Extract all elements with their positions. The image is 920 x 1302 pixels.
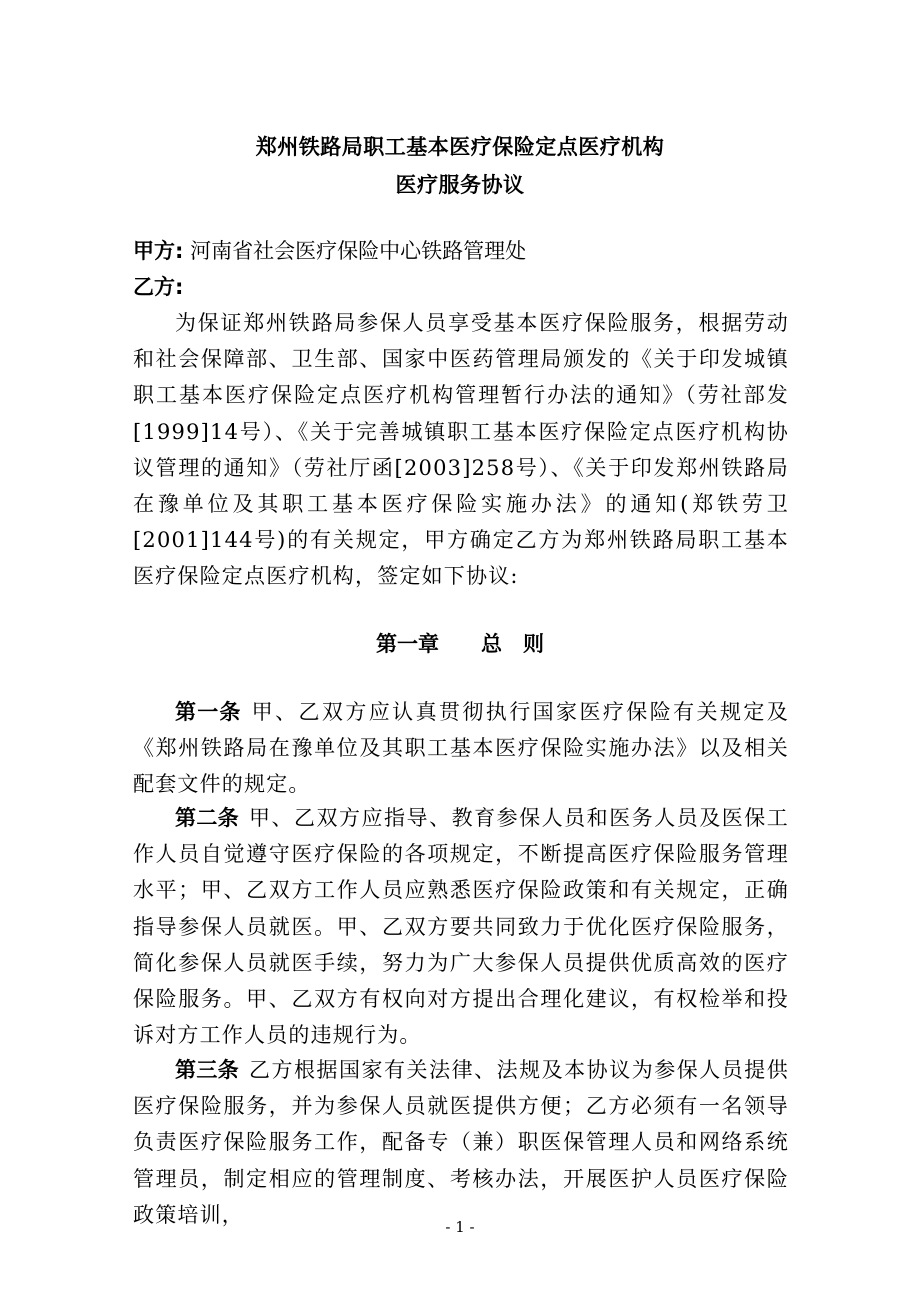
article-2-label: 第二条 <box>175 806 239 830</box>
page-number: - 1 - <box>445 1218 475 1236</box>
article-3-text: 乙方根据国家有关法律、法规及本协议为参保人员提供医疗保险服务，并为参保人员就医提供方便；乙方必须有一名领导负责医疗保险服务工作，配备专（兼）职医保管理人员和网络系统管理员，制定相应的管理制度、考核办法，开展医护人员医疗保险政策培训， <box>133 1058 789 1227</box>
party-b-label: 乙方: <box>133 275 184 299</box>
party-b <box>133 272 793 302</box>
article-1-text: 甲、乙双方应认真贯彻执行国家医疗保险有关规定及《郑州铁路局在豫单位及其职工基本医疗保险实施办法》以及相关配套文件的规定。 <box>133 700 789 797</box>
article-1 <box>133 694 789 803</box>
party-a-value: 河南省社会医疗保险中心铁路管理处 <box>190 239 527 263</box>
article-2 <box>133 800 789 1053</box>
article-1-label: 第一条 <box>175 700 242 724</box>
article-3 <box>133 1052 789 1233</box>
article-3-label: 第三条 <box>175 1058 239 1082</box>
article-2-text: 甲、乙双方应指导、教育参保人员和医务人员及医保工作人员自觉遵守医疗保险的各项规定，不断提高医疗保险服务管理水平；甲、乙双方工作人员应熟悉医疗保险政策和有关规定，正确指导参保人员就医。甲、乙双方要共同致力于优化医疗保险服务，简化参保人员就医手续，努力为广大参保人员提供优质高效的医疗保险服务。甲、乙双方有权向对方提出合理化建议，有权检举和投诉对方工作人员的违规行为。 <box>133 806 789 1048</box>
document-title-line-2: 医疗服务协议 <box>395 173 525 197</box>
chapter-heading: 第一章 总 则 <box>376 632 544 656</box>
party-a <box>133 236 793 266</box>
intro-paragraph: 为保证郑州铁路局参保人员享受基本医疗保险服务，根据劳动和社会保障部、卫生部、国家中医药管理局颁发的《关于印发城镇职工基本医疗保险定点医疗机构管理暂行办法的通知》（劳社部发[1999]14号）、《关于完善城镇职工基本医疗保险定点医疗机构协议管理的通知》（劳社厅函[2003]258号）、《关于印发郑州铁路局在豫单位及其职工基本医疗保险实施办法》的通知(郑铁劳卫[2001]144号)的有关规定，甲方确定乙方为郑州铁路局职工基本医疗保险定点医疗机构，签定如下协议: <box>133 311 789 589</box>
document-title-line-1: 郑州铁路局职工基本医疗保险定点医疗机构 <box>255 135 665 159</box>
party-a-label: 甲方: <box>133 239 184 263</box>
